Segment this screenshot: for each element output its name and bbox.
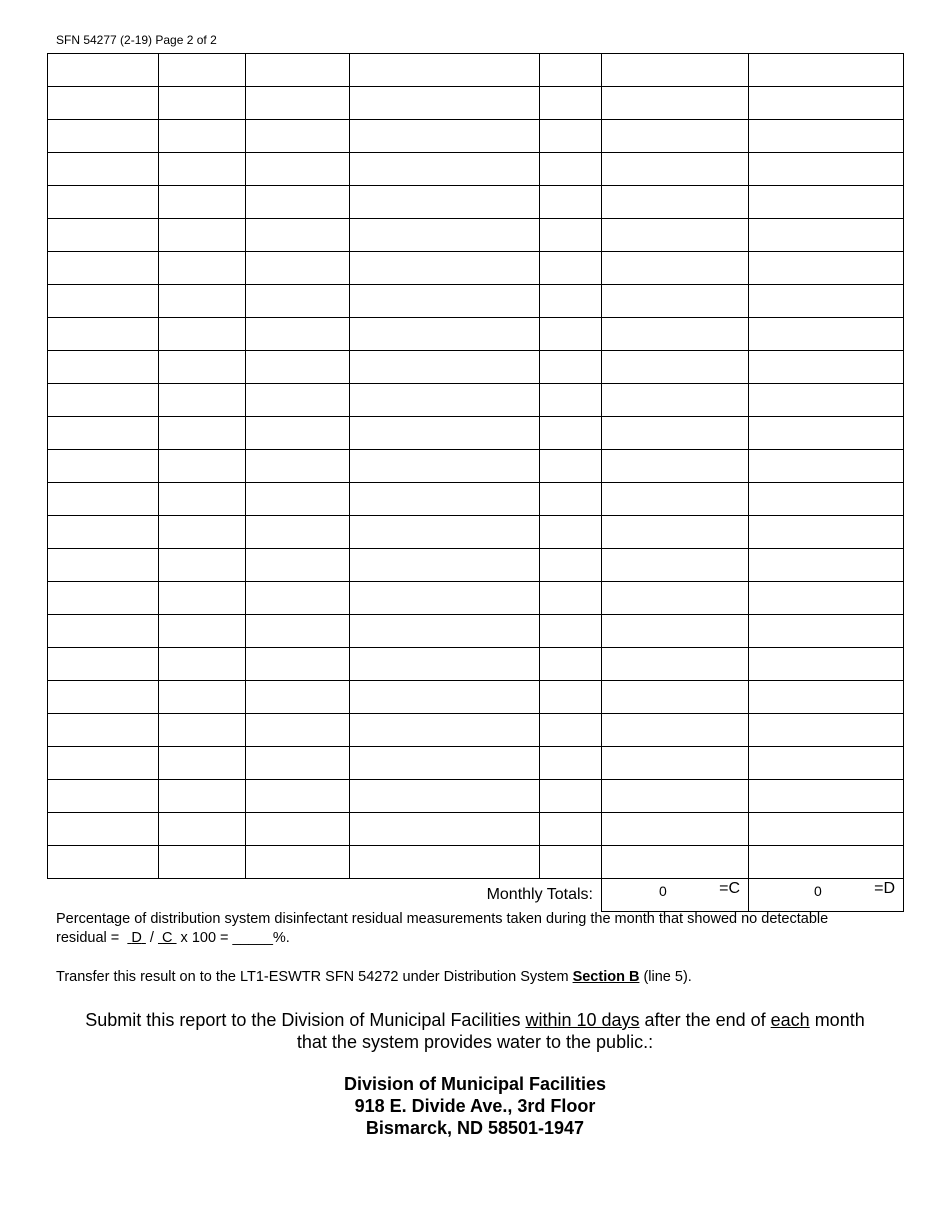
table-row bbox=[48, 54, 904, 87]
table-cell[interactable] bbox=[602, 417, 749, 450]
table-cell[interactable] bbox=[540, 747, 602, 780]
table-cell[interactable] bbox=[48, 285, 159, 318]
table-cell[interactable] bbox=[48, 483, 159, 516]
table-cell[interactable] bbox=[602, 648, 749, 681]
table-cell[interactable] bbox=[540, 846, 602, 879]
table-cell[interactable] bbox=[159, 87, 246, 120]
table-cell[interactable] bbox=[159, 813, 246, 846]
table-cell[interactable] bbox=[246, 384, 350, 417]
table-row bbox=[48, 318, 904, 351]
table-cell[interactable] bbox=[749, 747, 904, 780]
table-cell[interactable] bbox=[350, 516, 540, 549]
table-row bbox=[48, 186, 904, 219]
table-cell[interactable] bbox=[159, 483, 246, 516]
table-cell[interactable] bbox=[749, 516, 904, 549]
address-line3: Bismarck, ND 58501-1947 bbox=[365, 1118, 585, 1138]
total-d-value: 0 bbox=[814, 883, 822, 899]
table-cell[interactable] bbox=[350, 417, 540, 450]
table-cell[interactable] bbox=[159, 648, 246, 681]
table-cell[interactable] bbox=[350, 714, 540, 747]
table-cell[interactable] bbox=[159, 219, 246, 252]
table-cell[interactable] bbox=[540, 681, 602, 714]
table-cell[interactable] bbox=[246, 318, 350, 351]
table-cell[interactable] bbox=[48, 747, 159, 780]
table-cell[interactable] bbox=[350, 54, 540, 87]
percentage-line2: residual = D / C x 100 = _____%. bbox=[56, 930, 290, 946]
table-cell[interactable] bbox=[159, 252, 246, 285]
table-cell[interactable] bbox=[540, 54, 602, 87]
table-cell[interactable] bbox=[159, 54, 246, 87]
table-cell[interactable] bbox=[749, 153, 904, 186]
table-cell[interactable] bbox=[540, 384, 602, 417]
table-row bbox=[48, 681, 904, 714]
table-cell[interactable] bbox=[350, 648, 540, 681]
table-cell[interactable] bbox=[246, 483, 350, 516]
table-cell[interactable] bbox=[246, 846, 350, 879]
table-cell[interactable] bbox=[540, 252, 602, 285]
table-cell[interactable] bbox=[246, 285, 350, 318]
table-cell[interactable] bbox=[749, 813, 904, 846]
table-cell[interactable] bbox=[159, 549, 246, 582]
total-c-eq: =C bbox=[719, 880, 740, 897]
table-cell[interactable] bbox=[48, 780, 159, 813]
table-cell[interactable] bbox=[246, 351, 350, 384]
table-cell[interactable] bbox=[246, 648, 350, 681]
table-cell[interactable] bbox=[350, 483, 540, 516]
table-row bbox=[48, 351, 904, 384]
table-cell[interactable] bbox=[48, 186, 159, 219]
table-cell[interactable] bbox=[246, 780, 350, 813]
table-cell[interactable] bbox=[540, 219, 602, 252]
table-cell[interactable] bbox=[350, 153, 540, 186]
table-cell[interactable] bbox=[350, 252, 540, 285]
table-cell[interactable] bbox=[602, 516, 749, 549]
table-cell[interactable] bbox=[350, 681, 540, 714]
table-cell[interactable] bbox=[48, 582, 159, 615]
table-row bbox=[48, 516, 904, 549]
log-table bbox=[47, 53, 904, 912]
table-cell[interactable] bbox=[749, 648, 904, 681]
table-cell[interactable] bbox=[48, 681, 159, 714]
form-header: SFN 54277 (2-19) Page 2 of 2 bbox=[56, 33, 217, 47]
table-cell[interactable] bbox=[159, 582, 246, 615]
table-cell[interactable] bbox=[246, 747, 350, 780]
d-label: D bbox=[131, 930, 142, 946]
table-cell[interactable] bbox=[48, 615, 159, 648]
table-cell[interactable] bbox=[48, 813, 159, 846]
table-cell[interactable] bbox=[159, 681, 246, 714]
submit-instructions bbox=[40, 1009, 910, 1053]
table-cell[interactable] bbox=[540, 318, 602, 351]
table-cell[interactable] bbox=[350, 186, 540, 219]
table-cell[interactable] bbox=[350, 747, 540, 780]
table-row bbox=[48, 384, 904, 417]
table-cell[interactable] bbox=[350, 813, 540, 846]
table-cell[interactable] bbox=[602, 252, 749, 285]
table-cell[interactable] bbox=[48, 351, 159, 384]
table-cell[interactable] bbox=[48, 516, 159, 549]
submit-line2: that the system provides water to the public.: bbox=[296, 1032, 654, 1052]
table-cell[interactable] bbox=[749, 120, 904, 153]
table-cell[interactable] bbox=[602, 384, 749, 417]
table-cell[interactable] bbox=[350, 846, 540, 879]
table-row bbox=[48, 813, 904, 846]
table-cell[interactable] bbox=[602, 186, 749, 219]
total-c-value: 0 bbox=[659, 883, 667, 899]
table-row bbox=[48, 483, 904, 516]
totals-row bbox=[48, 879, 904, 912]
table-cell[interactable] bbox=[540, 813, 602, 846]
table-cell[interactable] bbox=[749, 582, 904, 615]
table-cell[interactable] bbox=[749, 54, 904, 87]
table-cell[interactable] bbox=[246, 549, 350, 582]
table-row bbox=[48, 219, 904, 252]
table-cell[interactable] bbox=[540, 516, 602, 549]
total-d-field[interactable] bbox=[749, 879, 904, 912]
table-cell[interactable] bbox=[159, 153, 246, 186]
table-cell[interactable] bbox=[48, 219, 159, 252]
table-cell[interactable] bbox=[602, 153, 749, 186]
submit-line1: Submit this report to the Division of Municipal Facilities within 10 days after the end of each month bbox=[85, 1010, 865, 1030]
table-cell[interactable] bbox=[749, 483, 904, 516]
table-cell[interactable] bbox=[246, 582, 350, 615]
table-cell[interactable] bbox=[749, 780, 904, 813]
table-cell[interactable] bbox=[602, 615, 749, 648]
table-row bbox=[48, 285, 904, 318]
table-cell[interactable] bbox=[540, 186, 602, 219]
table-cell[interactable] bbox=[602, 120, 749, 153]
table-cell[interactable] bbox=[602, 219, 749, 252]
table-cell[interactable] bbox=[749, 549, 904, 582]
table-cell[interactable] bbox=[159, 318, 246, 351]
total-c-field[interactable] bbox=[602, 879, 749, 912]
table-cell[interactable] bbox=[350, 384, 540, 417]
table-cell[interactable] bbox=[350, 285, 540, 318]
table-cell[interactable] bbox=[749, 714, 904, 747]
table-cell[interactable] bbox=[350, 87, 540, 120]
table-cell[interactable] bbox=[540, 648, 602, 681]
address-line2: 918 E. Divide Ave., 3rd Floor bbox=[354, 1096, 596, 1116]
table-cell[interactable] bbox=[540, 714, 602, 747]
table-row bbox=[48, 780, 904, 813]
table-row bbox=[48, 615, 904, 648]
table-cell[interactable] bbox=[48, 714, 159, 747]
table-cell[interactable] bbox=[159, 747, 246, 780]
table-cell[interactable] bbox=[246, 87, 350, 120]
table-cell[interactable] bbox=[540, 351, 602, 384]
table-cell[interactable] bbox=[749, 318, 904, 351]
table-cell[interactable] bbox=[602, 285, 749, 318]
table-cell[interactable] bbox=[749, 285, 904, 318]
table-cell[interactable] bbox=[540, 87, 602, 120]
table-cell[interactable] bbox=[350, 582, 540, 615]
table-cell[interactable] bbox=[602, 846, 749, 879]
percentage-line1: Percentage of distribution system disinfectant residual measurements taken during the month that showed no detectable bbox=[56, 911, 829, 927]
table-cell[interactable] bbox=[48, 648, 159, 681]
table-cell[interactable] bbox=[159, 417, 246, 450]
table-cell[interactable] bbox=[350, 351, 540, 384]
table-cell[interactable] bbox=[159, 351, 246, 384]
table-cell[interactable] bbox=[350, 219, 540, 252]
table-cell[interactable] bbox=[48, 252, 159, 285]
table-cell[interactable] bbox=[48, 54, 159, 87]
table-cell[interactable] bbox=[602, 87, 749, 120]
transfer-paragraph: Transfer this result on to the LT1-ESWTR SFN 54272 under Distribution System Section B (line 5). bbox=[56, 969, 692, 985]
table-cell[interactable] bbox=[540, 285, 602, 318]
table-cell[interactable] bbox=[350, 120, 540, 153]
section-b-label: Section B bbox=[572, 969, 640, 985]
table-cell[interactable] bbox=[749, 252, 904, 285]
table-cell[interactable] bbox=[159, 285, 246, 318]
log-table-body bbox=[48, 54, 904, 879]
table-cell[interactable] bbox=[540, 450, 602, 483]
table-cell[interactable] bbox=[246, 516, 350, 549]
table-cell[interactable] bbox=[749, 87, 904, 120]
table-cell[interactable] bbox=[602, 54, 749, 87]
table-row bbox=[48, 648, 904, 681]
table-cell[interactable] bbox=[246, 219, 350, 252]
address-line1: Division of Municipal Facilities bbox=[343, 1074, 607, 1094]
table-row bbox=[48, 120, 904, 153]
table-cell[interactable] bbox=[48, 846, 159, 879]
table-cell[interactable] bbox=[246, 450, 350, 483]
table-cell[interactable] bbox=[350, 780, 540, 813]
table-cell[interactable] bbox=[602, 681, 749, 714]
table-cell[interactable] bbox=[540, 549, 602, 582]
table-cell[interactable] bbox=[159, 780, 246, 813]
table-cell[interactable] bbox=[602, 351, 749, 384]
table-cell[interactable] bbox=[159, 186, 246, 219]
table-cell[interactable] bbox=[246, 153, 350, 186]
table-cell[interactable] bbox=[602, 780, 749, 813]
table-cell[interactable] bbox=[159, 615, 246, 648]
table-cell[interactable] bbox=[246, 252, 350, 285]
table-cell[interactable] bbox=[159, 714, 246, 747]
table-cell[interactable] bbox=[48, 153, 159, 186]
table-cell[interactable] bbox=[749, 219, 904, 252]
table-row bbox=[48, 714, 904, 747]
table-cell[interactable] bbox=[749, 351, 904, 384]
table-cell[interactable] bbox=[246, 714, 350, 747]
table-cell[interactable] bbox=[159, 516, 246, 549]
table-row bbox=[48, 549, 904, 582]
table-cell[interactable] bbox=[749, 450, 904, 483]
table-cell[interactable] bbox=[246, 615, 350, 648]
table-cell[interactable] bbox=[749, 417, 904, 450]
table-cell[interactable] bbox=[749, 846, 904, 879]
table-row bbox=[48, 747, 904, 780]
table-cell[interactable] bbox=[540, 780, 602, 813]
table-cell[interactable] bbox=[246, 417, 350, 450]
table-cell[interactable] bbox=[602, 549, 749, 582]
table-cell[interactable] bbox=[602, 582, 749, 615]
mailing-address bbox=[0, 1073, 950, 1139]
table-cell[interactable] bbox=[540, 483, 602, 516]
table-row bbox=[48, 582, 904, 615]
table-cell[interactable] bbox=[749, 384, 904, 417]
table-cell[interactable] bbox=[246, 120, 350, 153]
table-cell[interactable] bbox=[602, 483, 749, 516]
table-cell[interactable] bbox=[48, 87, 159, 120]
table-cell[interactable] bbox=[350, 615, 540, 648]
table-cell[interactable] bbox=[48, 450, 159, 483]
table-cell[interactable] bbox=[540, 153, 602, 186]
table-cell[interactable] bbox=[246, 186, 350, 219]
table-cell[interactable] bbox=[159, 846, 246, 879]
table-cell[interactable] bbox=[749, 615, 904, 648]
table-row bbox=[48, 153, 904, 186]
table-row bbox=[48, 450, 904, 483]
table-cell[interactable] bbox=[540, 417, 602, 450]
monthly-totals-label: Monthly Totals: bbox=[486, 886, 593, 904]
percentage-paragraph bbox=[56, 910, 916, 948]
table-cell[interactable] bbox=[350, 318, 540, 351]
table-cell[interactable] bbox=[540, 120, 602, 153]
c-label: C bbox=[162, 930, 173, 946]
table-cell[interactable] bbox=[246, 813, 350, 846]
table-row bbox=[48, 87, 904, 120]
table-cell[interactable] bbox=[350, 549, 540, 582]
table-cell[interactable] bbox=[749, 186, 904, 219]
table-cell[interactable] bbox=[159, 450, 246, 483]
table-row bbox=[48, 417, 904, 450]
table-cell[interactable] bbox=[48, 549, 159, 582]
table-cell[interactable] bbox=[602, 747, 749, 780]
table-cell[interactable] bbox=[48, 120, 159, 153]
table-cell[interactable] bbox=[159, 120, 246, 153]
table-cell[interactable] bbox=[540, 615, 602, 648]
table-row bbox=[48, 846, 904, 879]
table-cell[interactable] bbox=[48, 384, 159, 417]
table-cell[interactable] bbox=[602, 813, 749, 846]
table-cell[interactable] bbox=[48, 318, 159, 351]
table-cell[interactable] bbox=[749, 681, 904, 714]
total-d-eq: =D bbox=[874, 880, 895, 897]
table-cell[interactable] bbox=[540, 582, 602, 615]
table-cell[interactable] bbox=[159, 384, 246, 417]
table-cell[interactable] bbox=[602, 318, 749, 351]
table-cell[interactable] bbox=[350, 450, 540, 483]
table-cell[interactable] bbox=[246, 681, 350, 714]
table-cell[interactable] bbox=[602, 450, 749, 483]
table-row bbox=[48, 252, 904, 285]
table-cell[interactable] bbox=[246, 54, 350, 87]
table-cell[interactable] bbox=[602, 714, 749, 747]
table-cell[interactable] bbox=[48, 417, 159, 450]
